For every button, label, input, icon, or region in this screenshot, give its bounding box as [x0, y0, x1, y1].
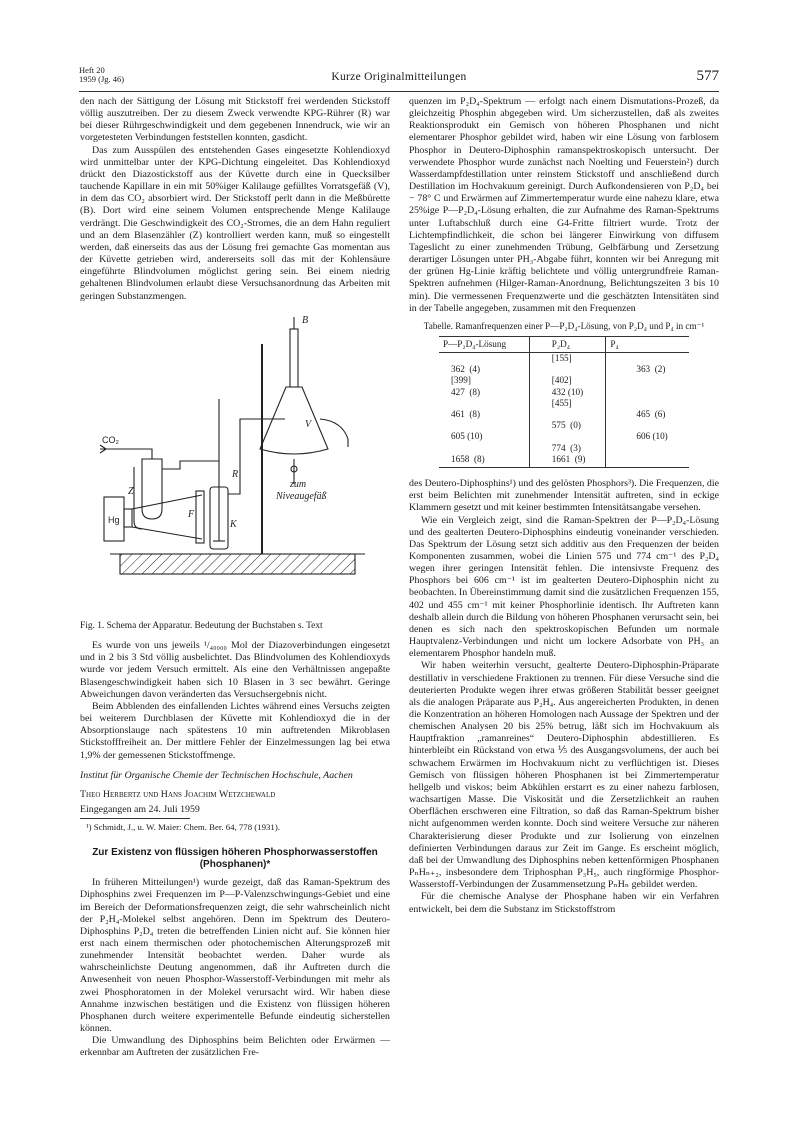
label-r: R [232, 468, 239, 480]
reservoir [260, 387, 328, 454]
table-cell [606, 375, 689, 386]
table-cell: 1661 (9) [529, 454, 606, 468]
table-row [439, 387, 689, 398]
figure-caption: Fig. 1. Schema der Apparatur. Bedeutung der Buchstaben s. Text [80, 620, 323, 631]
paragraph: Wie ein Vergleich zeigt, sind die Raman-Spektren der P—P₂D₄-Lösung und des gealterten Deutero-Diphosphins eindeutig voneinander verschieden. Das Spektrum der Lösung setzt sich additiv aus den Frequenzen der beiden Komponenten zusammen, wobei die Linien 575 und 774 cm⁻¹ des P₂D₄ wegen ihrer geringen Intensität fehlen. Die intensivste Frequenz des Phosphors bei 606 cm⁻¹ ist im gealterten Deutero-Diphosphin nicht zu beobachten. In Übereinstimmung damit sind die zusätzlichen Frequenzen 155, 402 und 455 cm⁻¹ mit keiner Phosphorlinie identisch. Ihr Auftreten kann deshalb allein durch die Bildung von höheren Phosphanen verursacht sein, bei denen es sich nach den spektroskopischen Befunden um normale Hauptvalenz-Verbindungen und nicht um lockere Adsorbate von PH₃ an elementarem Phosphor handeln muß. [409, 514, 719, 660]
page-number: 577 [696, 68, 719, 84]
table-cell [439, 398, 529, 409]
label-co2: CO₂ [102, 434, 119, 445]
footnote-rule [80, 818, 190, 819]
table-cell [606, 398, 689, 409]
paragraph: Das zum Ausspülen des entstehenden Gases eingesetzte Kohlendioxyd wird unmittelbar unter der KPG-Dichtung eingeleitet. Das Kohlendioxyd drückt den Diazostickstoff aus der Küvette durch eine in Quecksilber tauchende Kapillare in ein mit 50%iger Kalilauge gefülltes Vorratsgefäß (V), in dem das CO₂ absorbiert wird. Der Stickstoff perlt dann in die Meßbürette (B). Dort wird eine seinem Volumen entsprechende Menge Kalilauge verdrängt. Die Geschwindigkeit des CO₂-Stromes, die an dem Hahn reguliert und an dem Blasenzähler (Z) kontrolliert werden kann, muß so eingestellt werden, daß einerseits das aus der Lösung frei gemachte Gas momentan aus der Küvette getrieben wird, andererseits soll das mit der Kohlensäure eingeführte Blindvolumen möglichst gering sein. Bei einem niedrig gehaltenen Blindvolumen erlaubt diese Versuchsanordnung das Arbeiten mit geringen Substanzmengen. [80, 144, 390, 302]
co2-inlet [100, 449, 152, 459]
table-header: P₂D₄ [529, 336, 606, 352]
paragraph: des Deutero-Diphosphins¹) und des gelösten Phosphors³). Die Frequenzen, die erst beim Belichten mit zunehmender Intensität auftreten, sind in eckige Klammern gesetzt und mit keiner bestimmten Intensitätsangabe versehen. [409, 478, 719, 514]
table-row [439, 454, 689, 468]
table-cell [606, 443, 689, 454]
table-cell: 774 (3) [529, 443, 606, 454]
right-column [409, 96, 719, 916]
table-row [439, 353, 689, 365]
table-cell: 465 (6) [636, 409, 666, 420]
label-z: Z [128, 485, 134, 497]
table-cell: 1658 (8) [439, 454, 529, 468]
institute: Institut für Organische Chemie der Technischen Hochschule, Aachen [80, 769, 353, 781]
table-header: P₄ [606, 336, 689, 352]
table-row [439, 409, 689, 420]
label-k: K [230, 518, 237, 530]
running-header [79, 66, 719, 88]
table-cell: 605 (10) [451, 431, 483, 442]
journal-section: Kurze Originalmitteilungen [331, 71, 467, 83]
received-date: Eingegangen am 24. Juli 1959 [80, 804, 200, 816]
header-rule [79, 91, 719, 92]
label-b: B [302, 314, 309, 326]
raman-frequency-table [439, 336, 689, 468]
table-row [439, 431, 689, 442]
table-cell [529, 431, 606, 442]
table-cell: 363 (2) [636, 364, 666, 375]
paragraph: Für die chemische Analyse der Phosphane haben wir ein Verfahren entwickelt, bei dem die Substanz im Stickstoffstrom [409, 891, 719, 915]
table-cell [606, 420, 689, 431]
paragraph: den nach der Sättigung der Lösung mit Stickstoff frei werdenden Stickstoff völlig auszutreiben. Der zu diesem Zweck verwendte KPG-Rührer (R) war bei dieser Rührgeschwindigkeit und dem gegebenen Innendruck, wie wir an vorgetesteten Verbindungen feststellen konnten, gasdicht. [80, 96, 390, 144]
paragraph: quenzen im P₂D₄-Spektrum — erfolgt nach einem Dismutations-Prozeß, da gleichzeitig Phosphin abgegeben wird. Um sicherzustellen, daß als zweites Reaktionsprodukt ein Gemisch von höheren Phosphanen und nicht elementarer Phosphor gebildet wird, haben wir eine Lösung von farblosem Phosphor in Deutero-Diphosphin ramanspektroskopisch untersucht. Der verwendete Phosphor wurde zunächst nach Noelting und Feuerstein²) durch Wasserdampfdestillation unter reinstem Stickstoff und anschließend durch Destillation im Hochvakuum gereinigt. Durch Aufkondensieren von P₂D₄ bei − 78° C und Erwärmen auf Zimmertemperatur wurde eine nahezu klare, etwa 25%ige P—P₂D₄-Lösung erhalten, die zur Aufnahme des Raman-Spektrums unter Luftabschluß durch eine G4-Fritte filtriert wurde. Trotz der Lichtempfindlichkeit, die schon bei längerer Einwirkung von diffusem Tageslicht zu einer zunehmenden Trübung, Gelbfärbung und Zersetzung derartiger Lösungen unter PH₃-Abgabe führt, konnten wir bei Anregung mit der grünen Hg-Linie kräftig belichtete und völlig untergrundfreie Raman-Spektren aufnehmen (Hilger-Raman-Anordnung, Belichtungszeiten 3 bis 10 min). Die vermessenen Frequenzwerte und die geschätzten Intensitäten sind in der Tabelle angegeben, zusammen mit den Frequenzen [409, 96, 719, 314]
table-row [439, 398, 689, 409]
label-v: V [305, 418, 312, 430]
table-cell [439, 443, 529, 454]
table-cell [606, 353, 689, 365]
apparatus-figure [80, 309, 390, 619]
table-cell: 575 (0) [529, 420, 606, 431]
table-cell [606, 454, 689, 468]
paragraph: Es wurde von uns jeweils ¹/₄₀₀₀₀ Mol der Diazoverbindungen eingesetzt und in 2 bis 3 Std völlig ausbelichtet. Das Blindvolumen des Kohlendioxyds wurde vor jedem Versuch ermittelt. Als eine den Verhältnissen angepaßte Blasengeschwindigkeit haben sich 10 Blasen in 3 sec bewährt. Geringe Abweichungen davon veränderten das Versuchsergebnis nicht. [80, 640, 390, 700]
table-cell: [455] [529, 398, 606, 409]
table-row [439, 375, 689, 386]
table-cell: 432 (10) [529, 387, 606, 398]
label-f: F [188, 508, 195, 520]
left-column [80, 96, 390, 1060]
table-cell: 427 (8) [451, 386, 481, 397]
table-cell: [155] [529, 353, 606, 365]
table-caption: Tabelle. Ramanfrequenzen einer P—P₂D₄-Lösung, von P₂D₄ und P₄ in cm⁻¹ [423, 320, 705, 331]
table-cell: [399] [451, 375, 471, 386]
table-cell: 362 (4) [451, 364, 481, 375]
label-niveaugefaess: Niveaugefäß [276, 490, 327, 502]
table-header: P—P₂D₄-Lösung [439, 336, 529, 352]
table-cell [439, 353, 529, 365]
table-cell [439, 420, 529, 431]
burette [290, 329, 298, 387]
table-header-row [439, 336, 689, 352]
authors: Theo Herbertz und Hans Joachim Wetzchewald [80, 788, 276, 800]
table-cell: 606 (10) [636, 431, 668, 442]
label-hg: Hg [108, 514, 120, 525]
table-cell [529, 409, 606, 420]
paragraph: Wir haben weiterhin versucht, gealterte Deutero-Diphosphin-Präparate destillativ in verschiedene Fraktionen zu trennen. Für diese Versuche sind die deuterierten Produkte wegen ihrer etwas größeren Stabilität besser geeignet als die analogen Präparate aus P₂H₄. Aus angereicherten Produkten, in denen die Konzentration an höheren Homologen nach Aussage der Spektren und der chemischen Analysen 20 bis 25% betrug, läßt sich im Hochvakuum als Hauptfraktion „ramanreines“ Deutero-Diphosphin abdestillieren. Es hinterbleibt ein Rückstand von etwa ⅕ des Ausgangsvolumens, der auch bei schwachem Erwärmen im Hochvakuum nicht zu verflüchtigen ist. Dieses Gemisch von flüssigen höheren Phosphanen ist bei Zimmertemperatur hellgelb und viskos; beim Abkühlen erstarrt es zu einer nahezu farblosen, wachsartigen Masse. Die Viskosität und die Zersetzlichkeit an rauhen Oberflächen erschweren eine Filtration, so daß das Raman-Spektrum bisher nicht aufgenommen werden konnte. Doch sind weitere Versuche zur näheren Charakterisierung dieser Produkte und zur Isolierung von einzelnen definierten Verbindungen daraus zur Zeit im Gange. Es erscheint möglich, daß bei der Umwandlung des Diphosphins neben kettenförmigen Phosphanen PₙHₙ₊₂, insbesondere dem Triphosphan P₃H₅, auch ringförmige Phosphor-Wasserstoff-Verbindungen der Zusammensetzung PₙHₙ gebildet werden. [409, 660, 719, 891]
table-row [439, 443, 689, 454]
table-cell: 461 (8) [451, 409, 481, 420]
section-title: Zur Existenz von flüssigen höheren Phosphorwasserstoffen (Phosphanen)* [92, 847, 378, 871]
bench-base [120, 554, 355, 574]
table-row [439, 420, 689, 431]
volume-year: 1959 (Jg. 46) [79, 74, 125, 84]
apparatus-diagram [80, 309, 390, 619]
table-row [439, 364, 689, 375]
table-cell: [402] [529, 375, 606, 386]
paragraph: In früheren Mitteilungen¹) wurde gezeigt, daß das Raman-Spektrum des Diphosphins zwei Frequenzen im P—P-Valenzschwingungs-Gebiet und eine im Bereich der Deformationsfrequenzen zeigt, die sehr wahrscheinlich nicht der P₂H₄-Molekel selbst angehören. Denn im Spektrum des Deutero-Diphosphins P₂D₄ treten die betreffenden Linien nicht auf. Sie können hier erst nach einem thermischen oder photochemischen Alterungsprozeß mit zunehmender Intensität beobachtet werden. Daher wurde als wahrscheinlichste Deutung angenommen, daß ihr Auftreten durch die Anwesenheit von neuen Phosphor-Wasserstoff-Verbindungen mit mehr als zwei Phosphoratomen in der Molekel verursacht wird. Wir haben diese Annahme inzwischen bestätigen und die Existenz von flüssigen höheren Phosphanen durch weitere experimentelle Befunde eindeutig sicherstellen können. [80, 877, 390, 1035]
issue-number: Heft 20 [79, 65, 105, 75]
paragraph: Die Umwandlung des Diphosphins beim Belichten oder Erwärmen — erkennbar am Auftreten der zusätzlichen Fre- [80, 1035, 390, 1059]
label-zum: zum [290, 478, 307, 490]
table-cell [606, 387, 689, 398]
paragraph: Beim Abblenden des einfallenden Lichtes während eines Versuchs zeigten bei weiterem Durchblasen der Küvette mit Kohlendioxyd die in der Absorptionslauge nach spätestens 10 min auftretenden Mikroblasen Stickstofffreiheit an. Der mittlere Fehler der Einzelmessungen lag bei etwa 1,9% der gemessenen Stickstoffmenge. [80, 700, 390, 761]
table-cell [529, 364, 606, 375]
footnote: ¹) Schmidt, J., u. W. Maier: Chem. Ber. 64, 778 (1931). [86, 822, 280, 833]
